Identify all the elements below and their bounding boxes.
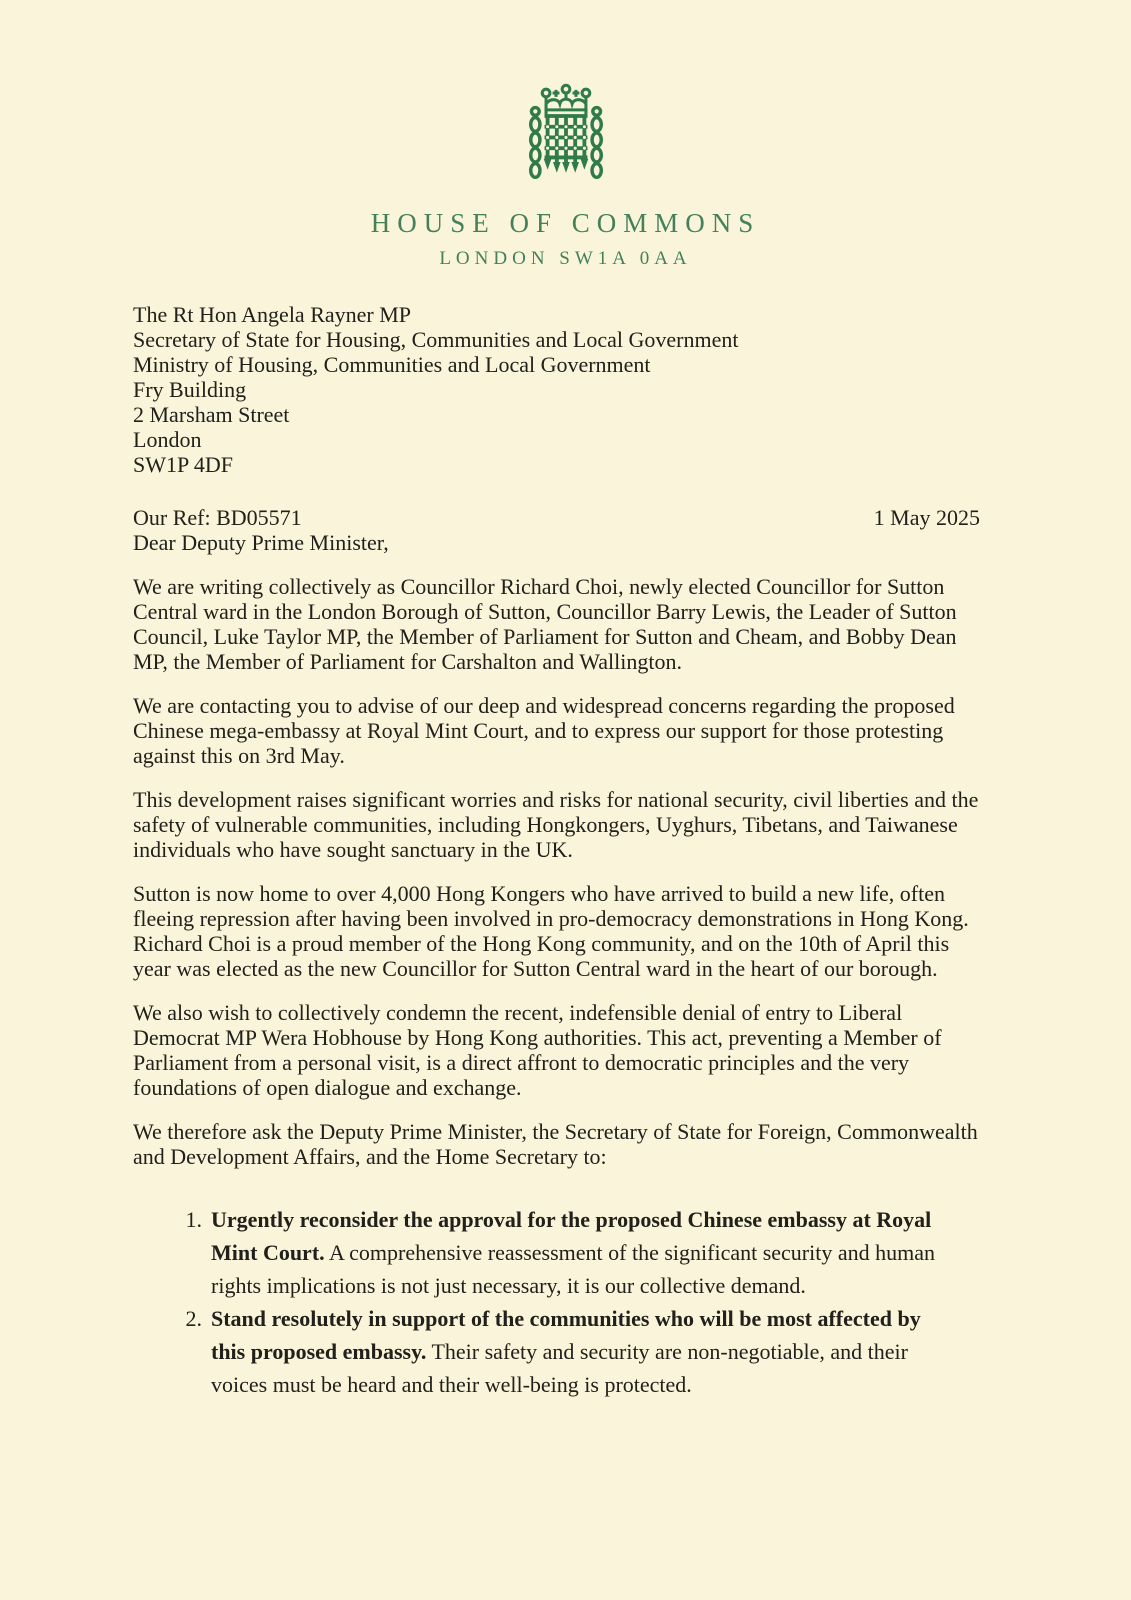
paragraph-1: We are writing collectively as Councillor Richard Choi, newly elected Councillor for Sutton Central ward in the London Borough of Sutton, Councillor Barry Lewis, the Leader of Sutton Council, Luke Taylor MP, the Member of Parliament for Sutton and Cheam, and Bobby Dean MP, the Member of Parliament for Carshalton and Wallington. [133, 574, 957, 674]
list-item-text [211, 1302, 945, 1401]
portcullis-crown-logo-icon [520, 80, 612, 198]
list-item-1 [178, 1203, 945, 1302]
salutation: Dear Deputy Prime Minister, [133, 530, 389, 555]
list-item-text [211, 1203, 945, 1302]
recipient-line: Ministry of Housing, Communities and Local Government [133, 352, 651, 377]
paragraph-3: This development raises significant worries and risks for national security, civil liberties and the safety of vulnerable communities, including Hongkongers, Uyghurs, Tibetans, and Taiwanese individuals who have sought sanctuary in the UK. [133, 787, 979, 862]
recipient-line: Fry Building [133, 377, 247, 402]
demands-list [178, 1203, 945, 1401]
recipient-line: The Rt Hon Angela Rayner MP [133, 302, 412, 327]
letterhead-org-name: HOUSE OF COMMONS [370, 208, 761, 238]
recipient-line: SW1P 4DF [133, 452, 234, 477]
recipient-address-block [133, 302, 980, 477]
paragraph-4: Sutton is now home to over 4,000 Hong Kongers who have arrived to build a new life, often fleeing repression after having been involved in pro-democracy demonstrations in Hong Kong. Richard Choi is a proud member of the Hong Kong community, and on the 10th of April this year was elected as the new Councillor for Sutton Central ward in the heart of our borough. [133, 881, 969, 981]
letter-date: 1 May 2025 [873, 505, 980, 530]
list-item-rest-text: A comprehensive reassessment of the significant security and human rights implications is not just necessary, it is our collective demand. [211, 1240, 935, 1298]
paragraph-2: We are contacting you to advise of our deep and widespread concerns regarding the proposed Chinese mega-embassy at Royal Mint Court, and to express our support for those protesting against this on 3rd May. [133, 693, 955, 768]
recipient-line: 2 Marsham Street [133, 402, 290, 427]
reference-row [133, 505, 980, 530]
paragraph-5: We also wish to collectively condemn the recent, indefensible denial of entry to Liberal Democrat MP Wera Hobhouse by Hong Kong authorities. This act, preventing a Member of Parliament from a personal visit, is a direct affront to democratic principles and the very foundations of open dialogue and exchange. [133, 1000, 942, 1100]
recipient-line: Secretary of State for Housing, Communities and Local Government [133, 327, 739, 352]
list-item-2 [178, 1302, 945, 1401]
letterhead-org-address: LONDON SW1A 0AA [439, 248, 692, 269]
letterhead [0, 80, 1131, 270]
list-item-bold-text: Urgently reconsider the approval for the proposed Chinese embassy at Royal Mint Court. [211, 1207, 932, 1265]
list-item-bold-text: Stand resolutely in support of the communities who will be most affected by this proposed embassy. [211, 1306, 921, 1364]
recipient-line: London [133, 427, 202, 452]
list-item-rest-text: Their safety and security are non-negotiable, and their voices must be heard and their well-being is protected. [211, 1339, 908, 1397]
paragraph-6: We therefore ask the Deputy Prime Minister, the Secretary of State for Foreign, Commonwealth and Development Affairs, and the Home Secretary to: [133, 1119, 978, 1169]
our-ref: Our Ref: BD05571 [133, 505, 302, 530]
letter-body [0, 302, 1131, 1401]
list-item-number: 1. [185, 1207, 202, 1232]
list-item-number: 2. [185, 1306, 202, 1331]
